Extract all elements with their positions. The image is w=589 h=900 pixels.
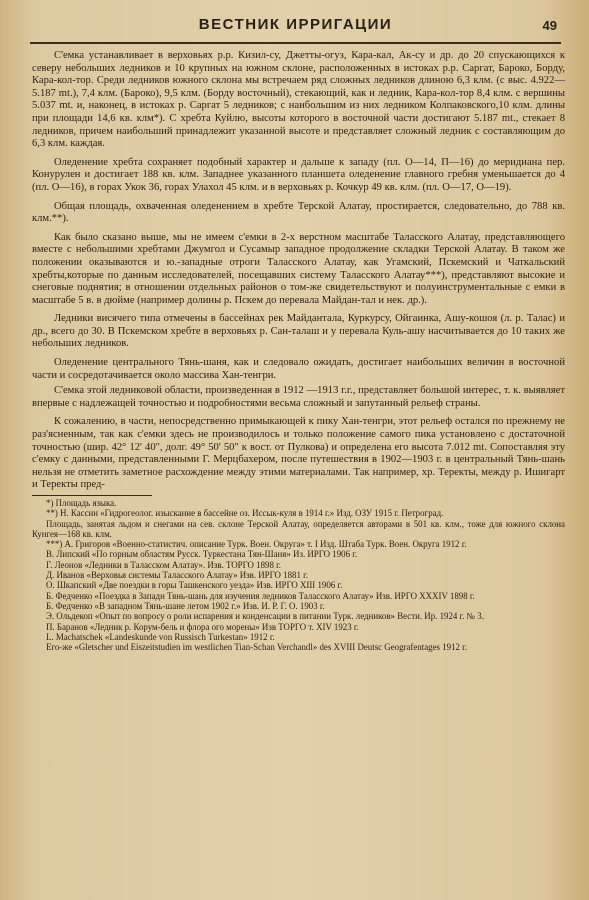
footnote: О. Шкапский «Две поездки в горы Ташкенского уезда» Изв. ИРГО XIII 1906 г. [46, 580, 343, 591]
footnote: Г. Леонов «Ледники в Таласском Алатау». Изв. ТОРГО 1898 г. [46, 559, 281, 570]
footnotes [32, 498, 565, 652]
footnote: *) Площадь языка. [46, 498, 117, 508]
paragraph: С'емка этой ледниковой области, произведенная в 1912 —1913 г.г., представляет большой интерес, т. к. выявляет впервые с надлежащей точностью и подробностями весьма сложный и запутанный рельеф страны. [32, 385, 565, 409]
page-header [30, 14, 561, 44]
footnote: Э. Ольдекоп «Опыт по вопросу о роли испарения и конденсации в питании Турк. ледников» Вести. Ир. 1924 г. № 3. [46, 611, 484, 622]
paragraph: Общая площадь, охваченная оледенением в хребте Терской Алатау, простирается, следовательно, до 788 кв. клм.**). [32, 200, 565, 225]
page-number: 49 [542, 18, 557, 33]
paragraph: Как было сказано выше, мы не имеем с'емки в 2-х верстном масштабе Таласского Алатау, представляющего вместе с небольшими хребтами Джумгол и Сусамыр западное продолжение складки Терской Алатау. В таком же положении оказываются и ю.-западные отроги Таласского Алатау, как Угамский, Пскемский и Чаткальский хребты,которые по данным исследователей, посещавших систему Таласского Алатау***), представляют высокие и снеговые поднятия; в отношении отдельных районов о том-же свидетельствуют и полуинструментальные с емки в масштабе 5 в. в дюйме (например долины р. Пскем до перевала Майдан-тал и нек. др.). [32, 231, 565, 306]
footnote: Д. Иванов «Верховья системы Таласского Алатау» Изв. ИРГО 1881 г. [46, 570, 308, 581]
footnote: L. Machatschek «Landeskunde von Russisch Turkestan» 1912 г. [46, 631, 275, 642]
paragraph: Оледенение хребта сохраняет подобный характер и дальше к западу (пл. О—14, П—16) до меридиана пер. Конурулен и достигает 188 кв. клм. Западнее указанного планшета оледенение главного гребня уменьшается до 4 (пл. О—16), в горах Укок 36, горах Улахол 45 клм. и в верховьях р. Кочкур 49 кв. клм. (пл. О—17, О—19). [32, 156, 565, 193]
footnote: П. Баранов «Ледник р. Корум-бель и флора ого морены» Изв ТОРГО т. XIV 1923 г. [46, 621, 359, 632]
footnote: Б. Федченко «В западном Тянь-шане летом 1902 г.» Изв. И. Р. Г. О. 1903 г. [46, 600, 325, 611]
footnote-divider [32, 495, 152, 496]
footnote: Его-же «Gletscher und Eiszeitstudien im westlichen Tian-Schan Verchandl» des XVIII Deutsc Geografentages 1912 г. [46, 642, 468, 653]
footnote: Площадь, занятая льдом и снегами на сев. склоне Терской Алатау, определяется авторами в 501 кв. клм., тоже для южного склона Кунгея—168 кв. клм. [32, 518, 565, 539]
paragraph: К сожалению, в части, непосредственно примыкающей к пику Хан-тенгри, этот рельеф остался по прежнему не раз'ясненным, так как с'емки здесь не производилось и только положение самого пика установлено с достаточной точностью (шир. 42° 12' 40", долг. 49° 50' 50" к вост. от Пулкова) и определена его высота 7.012 mt. Сопоставляя эту с'емку с данными, представленными Г. Мерцбахером, после путешествия в 1902—1903 г. в центральный Тянь-шань нельзя не отметить заметное расхождение между этими материалами. Так например, хр. Теректы, между р. Ишигарт и Теректы пред- [32, 416, 565, 491]
footnote: Б. Федченко «Поездка в Западн Тянь-шань для изучения ледников Таласского Алатау» Изв. ИРГО XXXIV 1898 г. [46, 590, 475, 601]
footnote: В. Липский «По горным областям Русск. Туркестана Тян-Шаня» Из. ИРГО 1906 г. [46, 549, 358, 560]
paragraph: Оледенение центрального Тянь-шаня, как и следовало ожидать, достигает наибольших величин в восточной части и сосредотачивается около массива Хан-тенгри. [32, 357, 565, 381]
article-body [32, 50, 565, 652]
paragraph: Ледники висячего типа отмечены в бассейнах рек Майдантала, Куркурсу, Ойгаинка, Ашу-кошоя (л. р. Талас) и др., всего до 30. В Пскемском хребте в верховьях р. Сан-талаш и у перевала Куль-ашу насчитывается до 10 таких же небольших ледников. [32, 313, 565, 350]
footnote: **) Н. Кассин «Гидрогеолог. изыскание в бассейне оз. Иссык-куля в 1914 г.» Изд. ОЗУ 1915 г. Петроград. [46, 508, 444, 519]
paragraph: С'емка устанавливает в верховьях р.р. Кизил-су, Джетты-огуз, Кара-кал, Ак-су и др. до 20 спускающихся к северу небольших ледников и 10 крупных на южном склоне, расположенных в истоках р.р. Саргат, Бароко, Борду, Кара-кол-тор. Среди ледников южного склона мы встречаем ряд сложных ледников длиною 6,3 клм. (с выс. 4.922—5.187 mt.), 7,4 клм. (Бароко), 9,5 клм. (Борду восточный), стекающий, как и ледник, Кара-кол-тор 8,4 клм. с вершины 5.037 mt. и, наконец, в истоках р. Саргат 5 ледников; с наибольшим из них ледником Колпаковского,10 клм. длины при площади 14,6 кв. клм*). С хребта Куйлю, высоты которого в восточной части достигают 5.187 mt., стекает 8 ледников, причем наибольший принадлежит указанной высоте и представляет сложный ледник с составляющим до 6,3 клм. каждая. [32, 50, 565, 150]
journal-title: ВЕСТНИК ИРРИГАЦИИ [198, 16, 393, 33]
footnote: ***) А. Григоров «Военно-статистич. описание Турк. Воен. Округа» т. I Изд. Штаба Турк. Воен. Округа 1912 г. [46, 539, 467, 550]
